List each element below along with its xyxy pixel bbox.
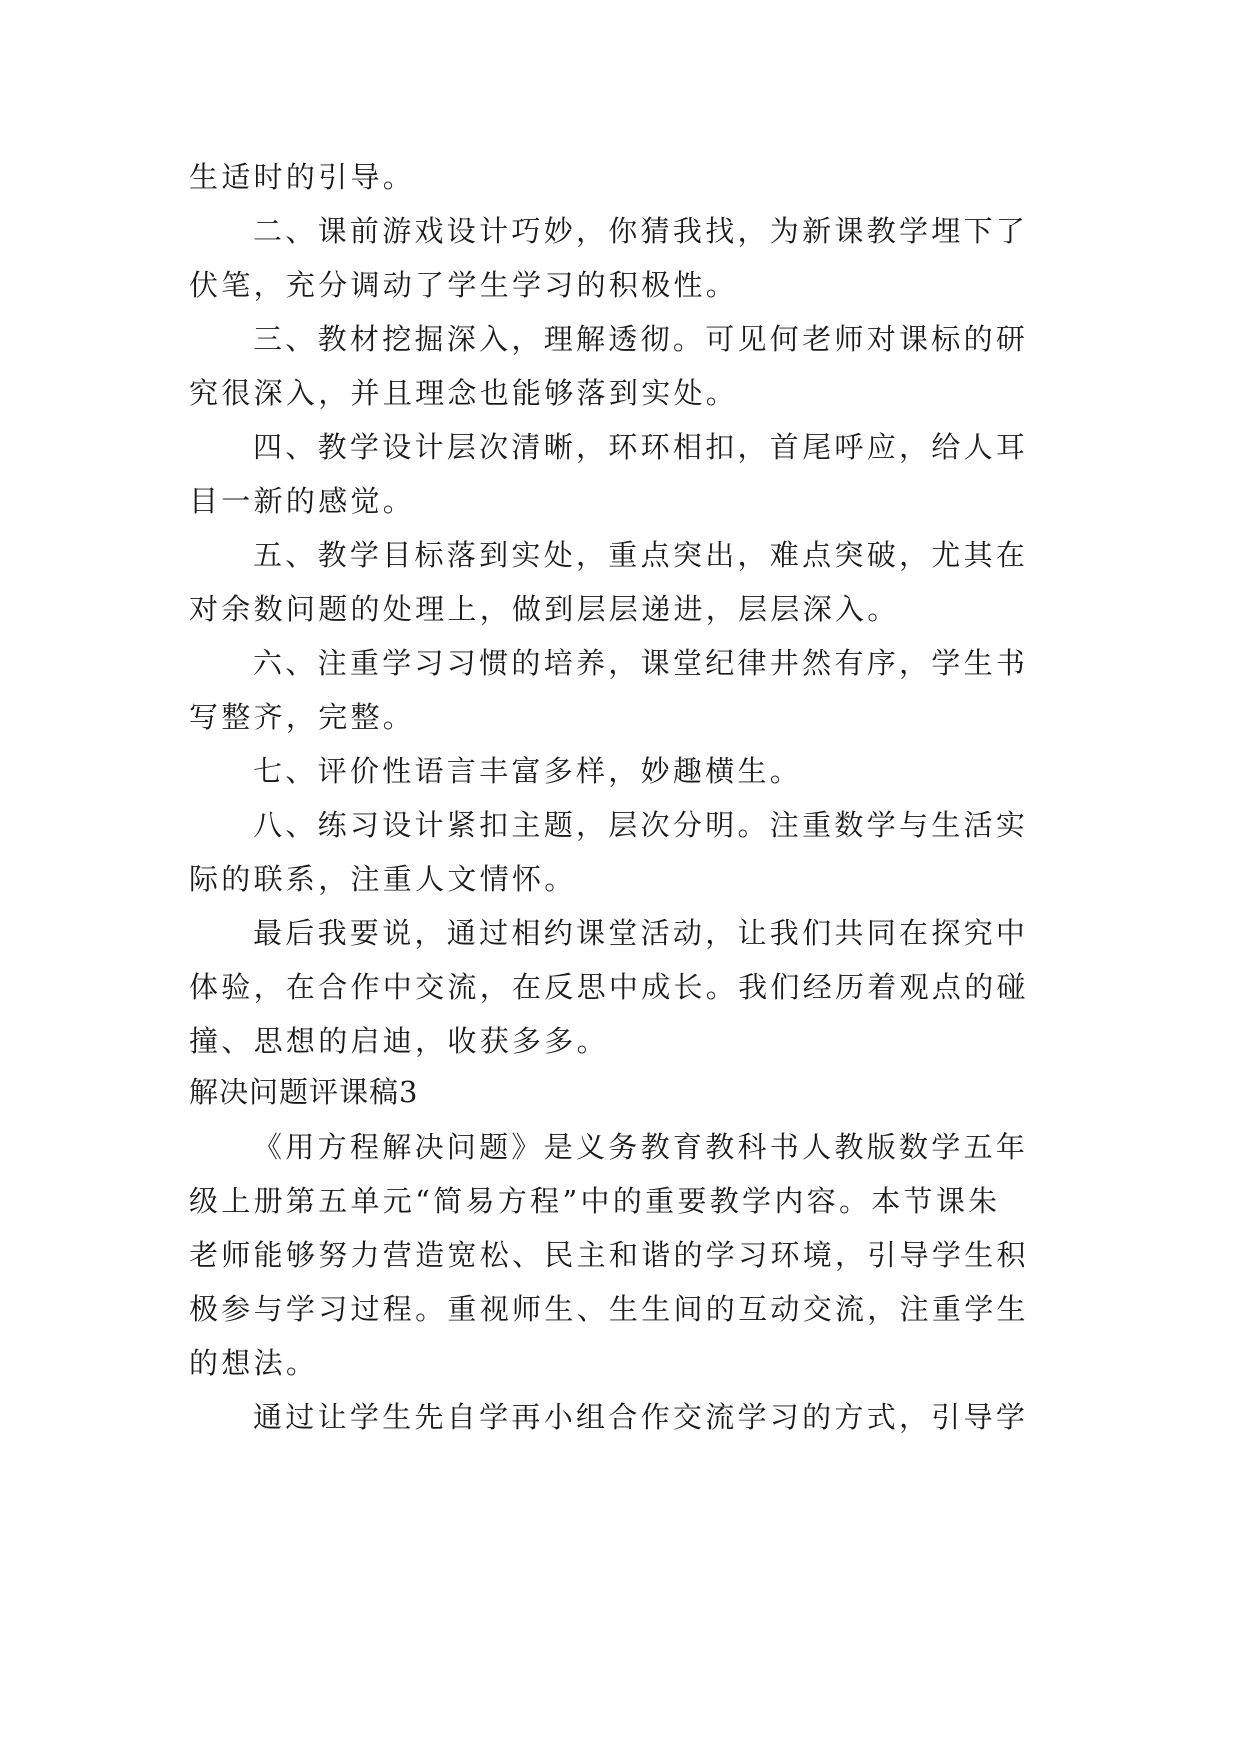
- section-heading: 解决问题评课稿3: [189, 1075, 419, 1109]
- text-line: 极参与学习过程。重视师生、生生间的互动交流，注重学生: [189, 1292, 1029, 1326]
- text-line: 写整齐，完整。: [189, 700, 416, 734]
- paragraph-line: 四、教学设计层次清晰，环环相扣，首尾呼应，给人耳: [253, 430, 1029, 464]
- text-line: 伏笔，充分调动了学生学习的积极性。: [189, 268, 739, 302]
- text-line: 级上册第五单元“简易方程”中的重要教学内容。本节课朱: [189, 1184, 1001, 1218]
- text-line: 老师能够努力营造宽松、民主和谐的学习环境，引导学生积: [189, 1238, 1029, 1272]
- paragraph-line: 三、教材挖掘深入，理解透彻。可见何老师对课标的研: [253, 322, 1029, 356]
- paragraph-line: 《用方程解决问题》是义务教育教科书人教版数学五年: [253, 1130, 1029, 1164]
- paragraph-line: 二、课前游戏设计巧妙，你猜我找，为新课教学埋下了: [253, 214, 1029, 248]
- paragraph-line: 五、教学目标落到实处，重点突出，难点突破，尤其在: [253, 538, 1029, 572]
- paragraph-line: 六、注重学习习惯的培养，课堂纪律井然有序，学生书: [253, 646, 1029, 680]
- paragraph-line: 最后我要说，通过相约课堂活动，让我们共同在探究中: [253, 916, 1029, 950]
- text-line: 目一新的感觉。: [189, 484, 416, 518]
- paragraph-line: 七、评价性语言丰富多样，妙趣横生。: [253, 754, 803, 788]
- text-line: 体验，在合作中交流，在反思中成长。我们经历着观点的碰: [189, 970, 1029, 1004]
- text-line: 的想法。: [189, 1346, 319, 1380]
- text-line: 际的联系，注重人文情怀。: [189, 862, 577, 896]
- paragraph-line: 八、练习设计紧扣主题，层次分明。注重数学与生活实: [253, 808, 1029, 842]
- text-line: 生适时的引导。: [189, 160, 416, 194]
- text-line: 究很深入，并且理念也能够落到实处。: [189, 376, 739, 410]
- paragraph-line: 通过让学生先自学再小组合作交流学习的方式，引导学: [253, 1400, 1029, 1434]
- text-line: 撞、思想的启迪，收获多多。: [189, 1024, 609, 1058]
- text-line: 对余数问题的处理上，做到层层递进，层层深入。: [189, 592, 900, 626]
